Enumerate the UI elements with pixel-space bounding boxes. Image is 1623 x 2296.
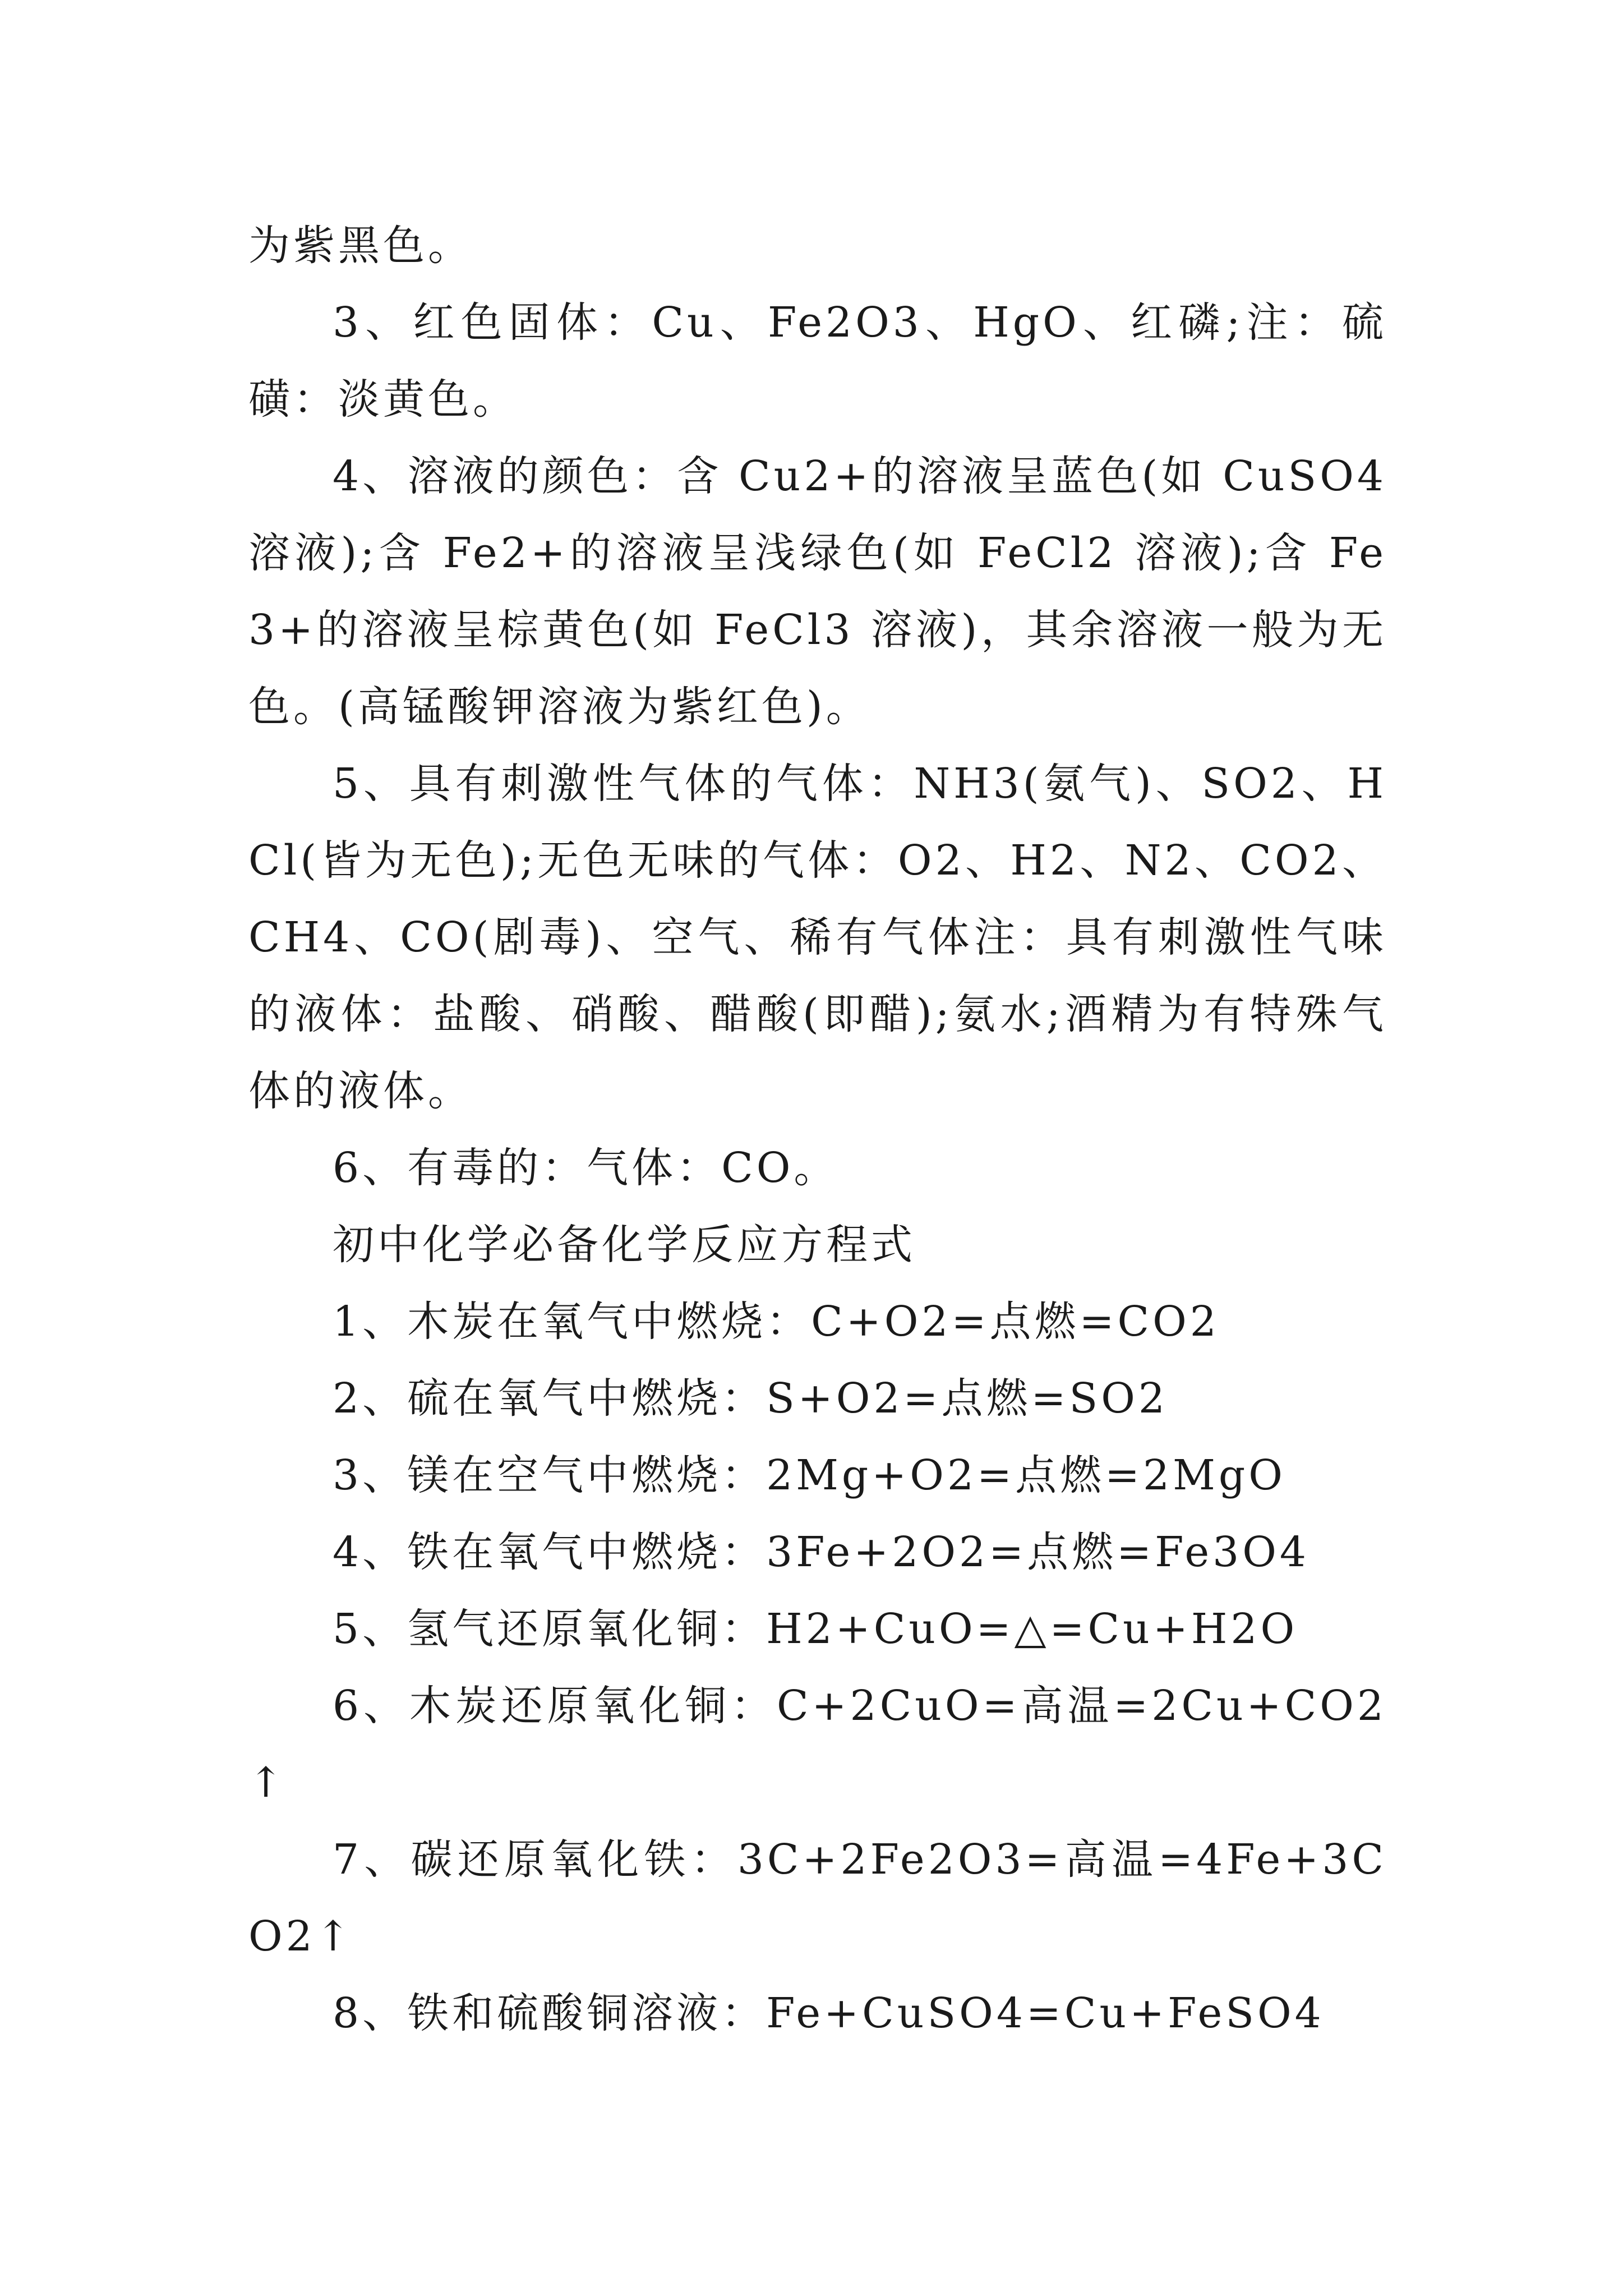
paragraph-solution-colors: 4、溶液的颜色：含 Cu2+的溶液呈蓝色(如 CuSO4 溶液);含 Fe2+的溶液呈浅绿色(如 FeCl2 溶液);含 Fe3+的溶液呈棕黄色(如 FeCl3 溶液)，其余溶液一般为无色。(高锰酸钾溶液为紫红色)。 (248, 452, 1387, 731)
equation-item: 7、碳还原氧化铁：3C+2Fe2O3=高温=4Fe+3CO2↑ (248, 1835, 1387, 1961)
paragraph-toxic: 6、有毒的：气体：CO。 (333, 1144, 839, 1192)
equation-item: 1、木炭在氧气中燃烧：C+O2=点燃=CO2 (333, 1297, 1220, 1346)
equation-item: 6、木炭还原氧化铜：C+2CuO=高温=2Cu+CO2↑ (248, 1682, 1387, 1807)
paragraph-red-solids: 3、红色固体：Cu、Fe2O3、HgO、红磷;注：硫磺：淡黄色。 (248, 298, 1387, 424)
equation-item: 5、氢气还原氧化铜：H2+CuO=△=Cu+H2O (333, 1605, 1298, 1653)
document-body (248, 208, 1387, 2052)
equation-item: 2、硫在氧气中燃烧：S+O2=点燃=SO2 (333, 1374, 1168, 1423)
equation-item: 4、铁在氧气中燃烧：3Fe+2O2=点燃=Fe3O4 (333, 1528, 1310, 1576)
section-heading: 初中化学必备化学反应方程式 (333, 1221, 916, 1269)
paragraph-gases: 5、具有刺激性气体的气体：NH3(氨气)、SO2、HCl(皆为无色);无色无味的气体：O2、H2、N2、CO2、CH4、CO(剧毒)、空气、稀有气体注：具有刺激性气味的液体：盐酸、硝酸、醋酸(即醋);氨水;酒精为有特殊气体的液体。 (248, 760, 1387, 1115)
equation-item: 8、铁和硫酸铜溶液：Fe+CuSO4=Cu+FeSO4 (333, 1989, 1325, 2037)
paragraph-continuation: 为紫黑色。 (248, 222, 473, 270)
equation-item: 3、镁在空气中燃烧：2Mg+O2=点燃=2MgO (333, 1451, 1286, 1499)
